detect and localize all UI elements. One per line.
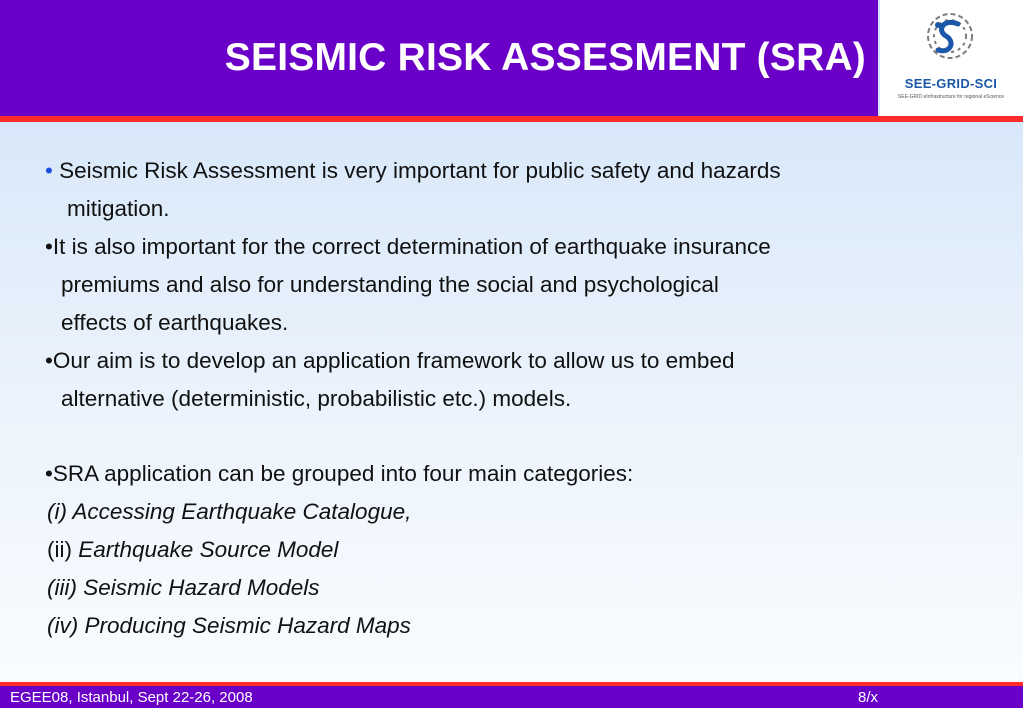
paragraph-2-line-3: effects of earthquakes.: [61, 310, 289, 335]
category-2: [47, 537, 338, 563]
paragraph-2-line-2: premiums and also for understanding the social and psychological: [61, 272, 719, 297]
paragraph-1-line-1: [45, 158, 781, 184]
slide-title: SEISMIC RISK ASSESMENT (SRA): [224, 36, 866, 79]
logo-name: SEE-GRID-SCI: [904, 76, 998, 91]
footer-bar: [0, 682, 1023, 708]
category-3: (iii) Seismic Hazard Models: [47, 575, 320, 600]
paragraph-2-line-1: •It is also important for the correct determination of earthquake insurance: [45, 234, 771, 259]
paragraph-1-text: Seismic Risk Assessment is very important for public safety and hazards: [59, 158, 781, 183]
category-4: (iv) Producing Seismic Hazard Maps: [47, 613, 411, 638]
bullet: •: [45, 158, 53, 183]
paragraph-3-line-1: •Our aim is to develop an application framework to allow us to embed: [45, 348, 735, 373]
paragraph-1-line-2: mitigation.: [67, 196, 170, 221]
paragraph-3-line-2: alternative (deterministic, probabilistic etc.) models.: [61, 386, 572, 411]
page-number: 8/x: [858, 689, 879, 706]
category-2-prefix: (ii): [47, 537, 79, 562]
category-1: (i) Accessing Earthquake Catalogue,: [47, 499, 412, 524]
paragraph-4-line-1: •SRA application can be grouped into four main categories:: [45, 461, 634, 486]
footer-event: EGEE08, Istanbul, Sept 22-26, 2008: [10, 689, 253, 706]
category-2-text: Earthquake Source Model: [78, 537, 339, 562]
logo-tagline: SEE-GRID eInfrastructure for regional eScience: [897, 94, 1005, 100]
